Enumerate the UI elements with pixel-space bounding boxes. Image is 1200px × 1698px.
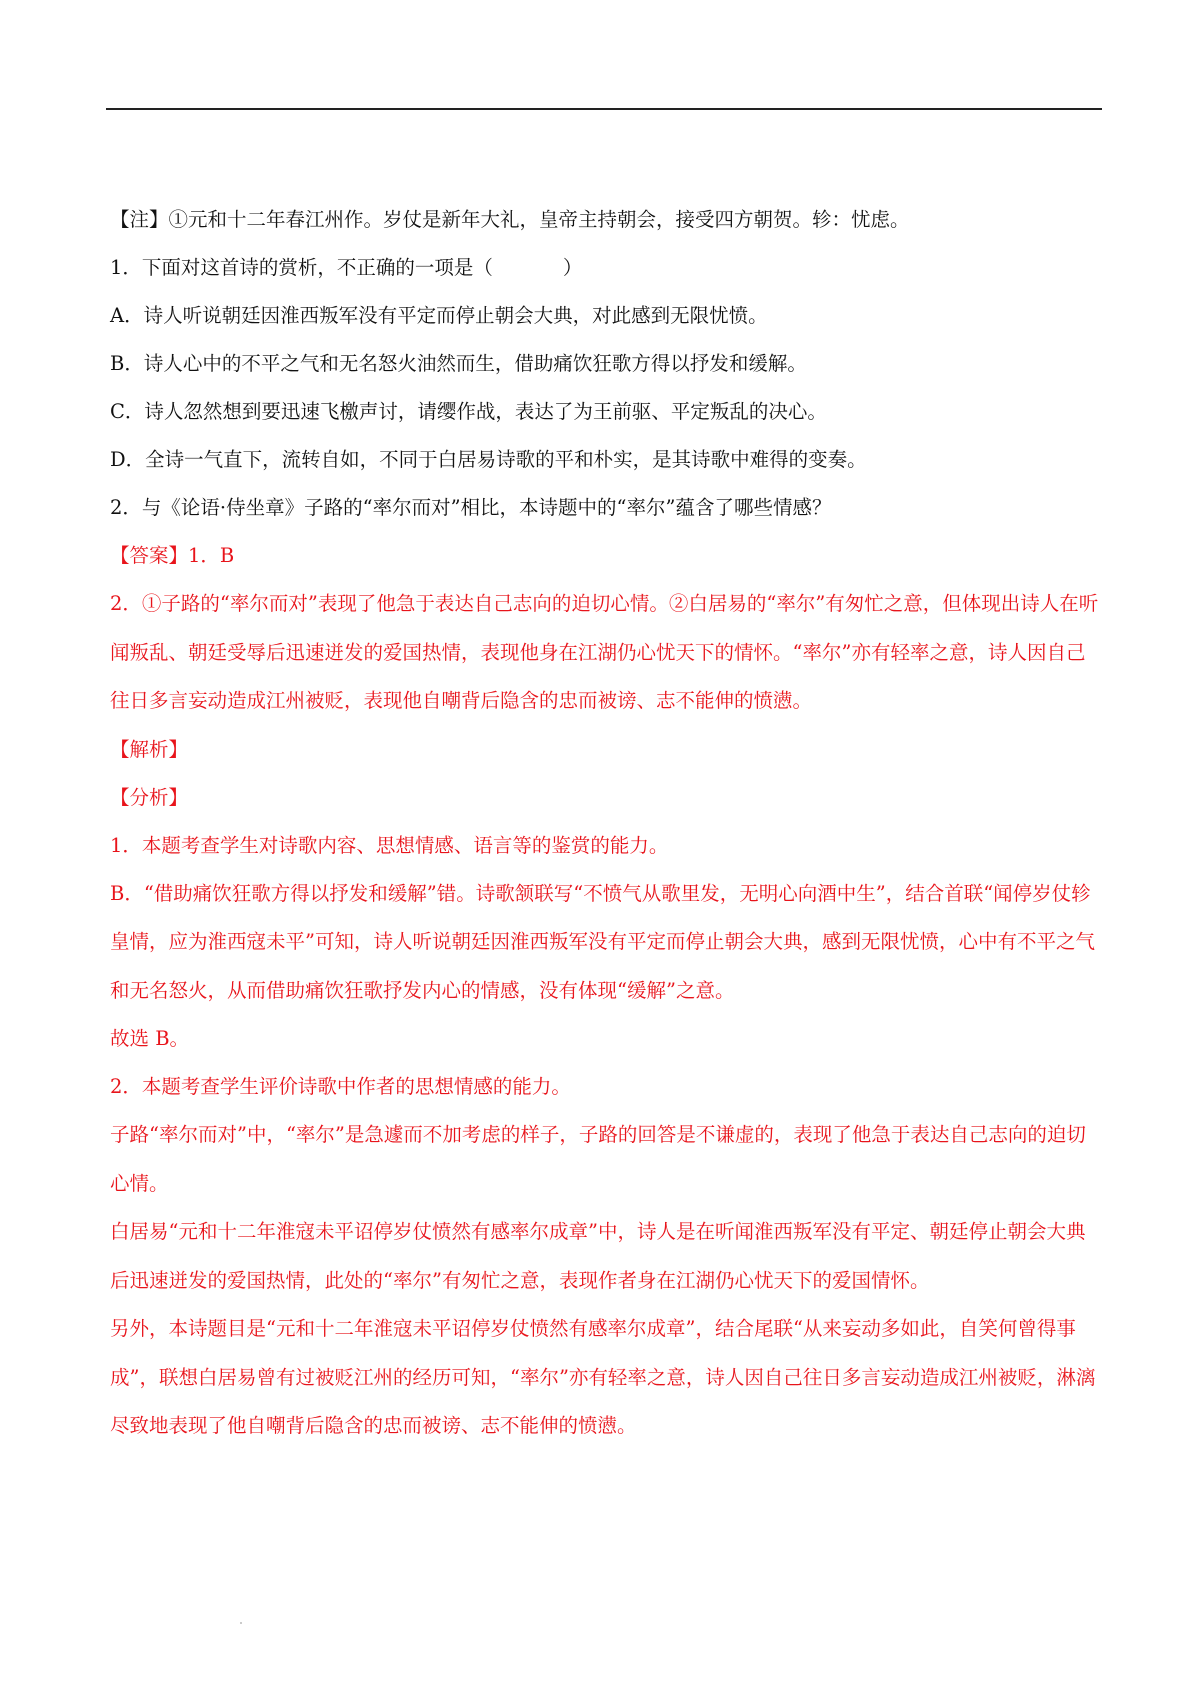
- document-content: [110, 196, 1100, 1451]
- answer-2-text: 2．①子路的“率尔而对”表现了他急于表达自己志向的迫切心情。②白居易的“率尔”有匆忙之意，但体现出诗人在听闻叛乱、朝廷受辱后迅速迸发的爱国热情，表现他身在江湖仍心忧天下的情怀。“率尔”亦有轻率之意，诗人因自己往日多言妄动造成江州被贬，表现他自嘲背后隐含的忠而被谤、志不能伸的愤懑。: [110, 592, 1099, 712]
- jiexi-label: 【解析】: [110, 737, 189, 761]
- option-c: C．诗人忽然想到要迅速飞檄声讨，请缨作战，表达了为王前驱、平定叛乱的决心。: [110, 400, 827, 423]
- analysis-paragraph-1: 1．本题考查学生对诗歌内容、思想情感、语言等的鉴赏的能力。: [110, 833, 669, 857]
- analysis-paragraph-3: 2．本题考查学生评价诗歌中作者的思想情感的能力。: [110, 1075, 571, 1098]
- analysis-paragraph-5: 白居易“元和十二年淮寇未平诏停岁仗愤然有感率尔成章”中，诗人是在听闻淮西叛军没有平定、朝廷停止朝会大典后迅速迸发的爱国热情，此处的“率尔”有匆忙之意，表现作者身在江湖仍心忧天下的爱国情怀。: [110, 1220, 1086, 1292]
- header-rule: [106, 108, 1102, 110]
- scan-dot: [240, 1622, 242, 1624]
- analysis-paragraph-2: B．“借助痛饮狂歌方得以抒发和缓解”错。诗歌颔联写“不愤气从歌里发，无明心向酒中生”，结合首联“闻停岁仗轸皇情，应为淮西寇未平”可知，诗人听说朝廷因淮西叛军没有平定而停止朝会大典，感到无限忧愤，心中有不平之气和无名怒火，从而借助痛饮狂歌抒发内心的情感，没有体现“缓解”之意。: [110, 881, 1095, 1002]
- question-1-stem: [110, 244, 1100, 292]
- answer-label: 【答案】1．B: [110, 544, 235, 567]
- option-a: A．诗人听说朝廷因淮西叛军没有平定而停止朝会大典，对此感到无限忧愤。: [110, 304, 768, 327]
- question-1-stem-close: ）: [562, 256, 583, 279]
- fenxi-label: 【分析】: [110, 785, 189, 809]
- option-b: B．诗人心中的不平之气和无名怒火油然而生，借助痛饮狂歌方得以抒发和缓解。: [110, 352, 807, 375]
- analysis-conclusion: 故选 B。: [110, 1027, 190, 1050]
- question-2-stem: 2．与《论语·侍坐章》子路的“率尔而对”相比，本诗题中的“率尔”蕴含了哪些情感？: [110, 496, 832, 519]
- note-line: 【注】①元和十二年春江州作。岁仗是新年大礼，皇帝主持朝会，接受四方朝贺。轸：忧虑。: [110, 208, 910, 231]
- analysis-paragraph-4: 子路“率尔而对”中，“率尔”是急遽而不加考虑的样子，子路的回答是不谦虚的，表现了他急于表达自己志向的迫切心情。: [110, 1123, 1086, 1195]
- option-d: D．全诗一气直下，流转自如，不同于白居易诗歌的平和朴实，是其诗歌中难得的变奏。: [110, 448, 867, 471]
- analysis-paragraph-6: 另外，本诗题目是“元和十二年淮寇未平诏停岁仗愤然有感率尔成章”，结合尾联“从来妄动多如此，自笑何曾得事成”，联想白居易曾有过被贬江州的经历可知，“率尔”亦有轻率之意，诗人因自己往日多言妄动造成江州被贬，淋漓尽致地表现了他自嘲背后隐含的忠而被谤、志不能伸的愤懑。: [110, 1317, 1096, 1437]
- question-1-stem-text: 1．下面对这首诗的赏析，不正确的一项是（: [110, 256, 493, 279]
